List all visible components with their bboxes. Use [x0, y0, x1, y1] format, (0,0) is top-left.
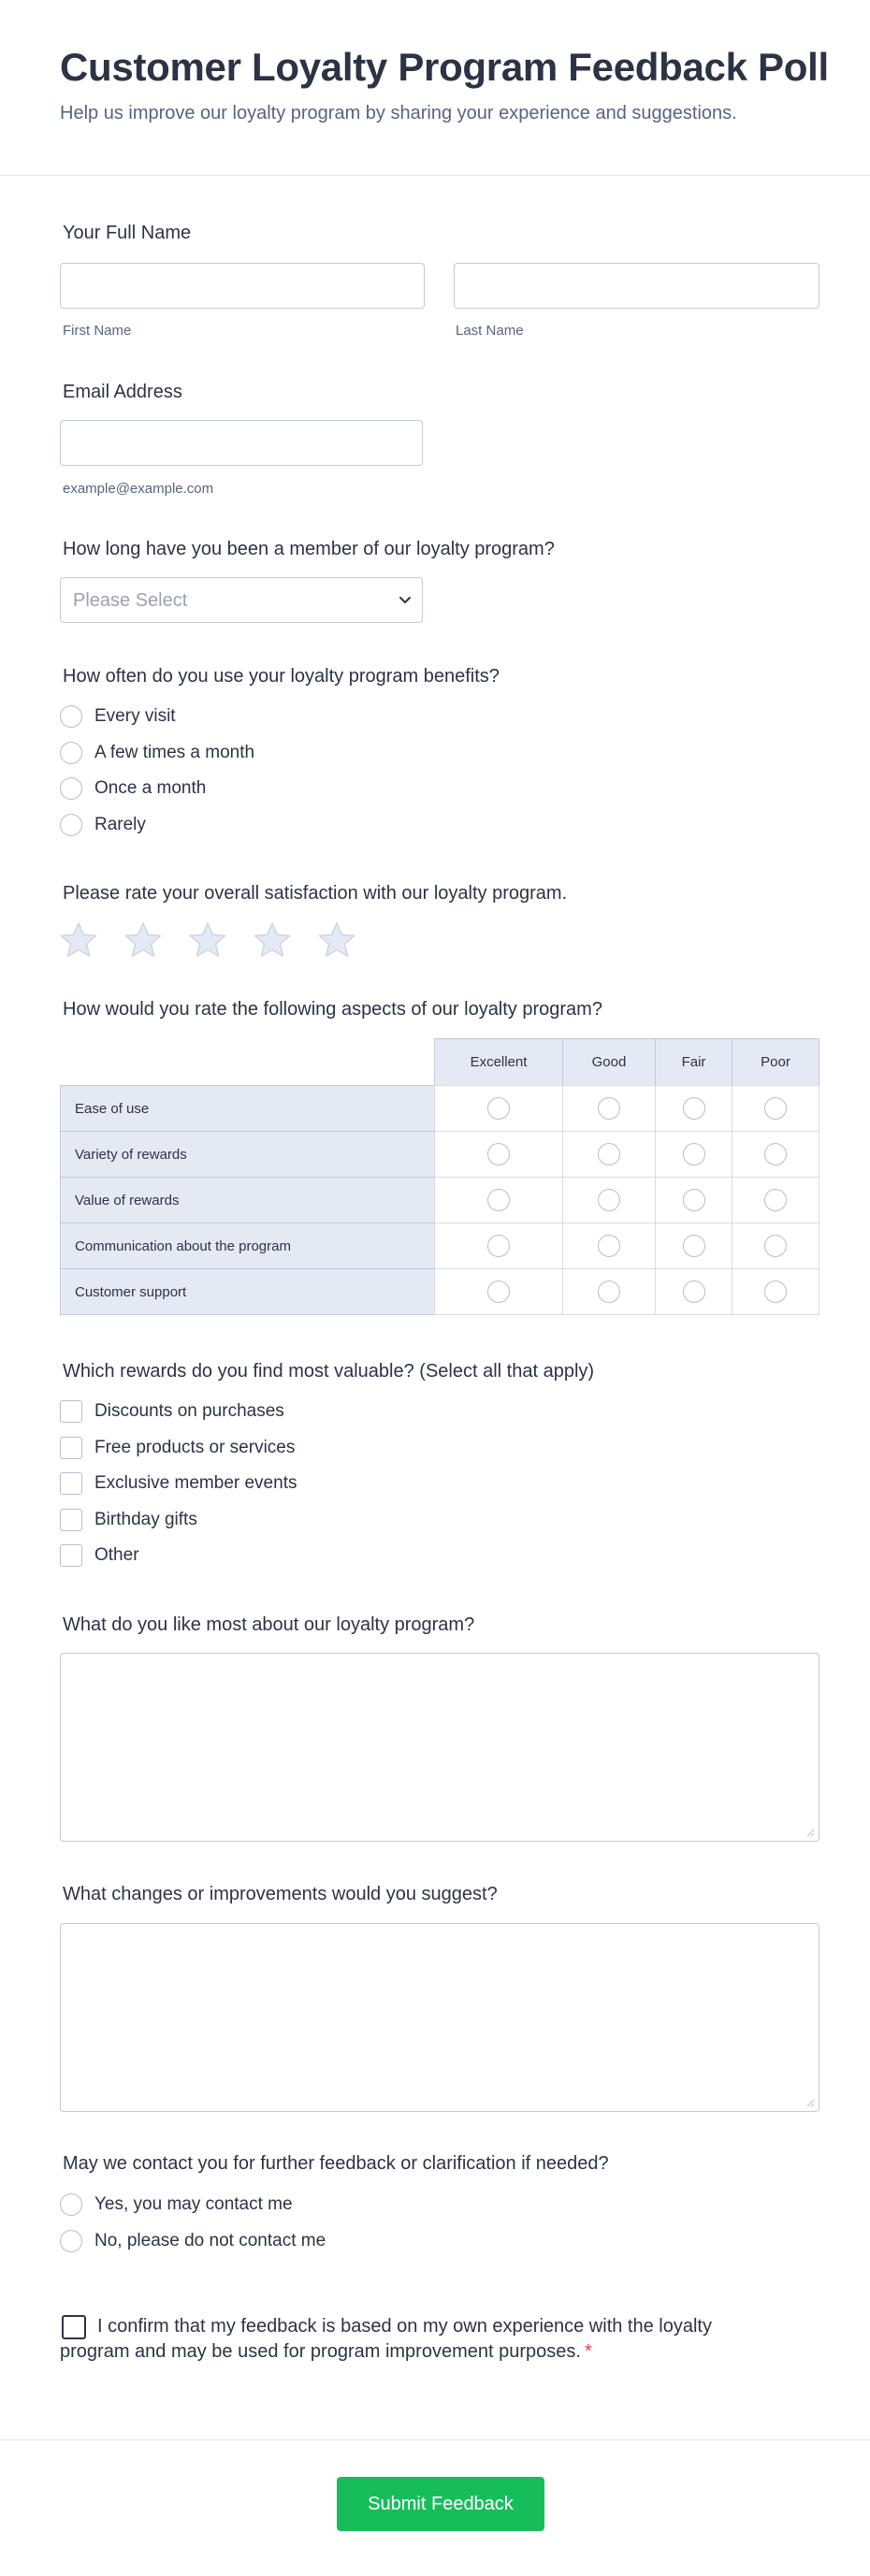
contact-option-label: Yes, you may contact me: [94, 2194, 293, 2214]
rewards-label: Which rewards do you find most valuable? (Select all that apply): [63, 1361, 595, 1382]
confirm-checkbox[interactable]: [62, 2315, 86, 2339]
usage-option-label: Rarely: [94, 815, 146, 834]
matrix-cell[interactable]: [562, 1268, 656, 1315]
radio-button[interactable]: [683, 1281, 705, 1303]
resize-handle-icon[interactable]: [805, 1828, 815, 1837]
likes-label: What do you like most about our loyalty program?: [63, 1614, 475, 1635]
rewards-option-label: Other: [94, 1545, 139, 1565]
submit-button[interactable]: Submit Feedback: [337, 2477, 544, 2531]
form-header: [0, 0, 870, 176]
matrix-cell[interactable]: [434, 1085, 563, 1132]
matrix-cell[interactable]: [655, 1131, 732, 1178]
page-subtitle: Help us improve our loyalty program by sharing your experience and suggestions.: [60, 103, 737, 123]
radio-button[interactable]: [764, 1097, 787, 1120]
matrix-cell[interactable]: [562, 1223, 656, 1269]
matrix-row-label: Variety of rewards: [60, 1131, 435, 1178]
radio-button[interactable]: [487, 1097, 510, 1120]
radio-button[interactable]: [683, 1235, 705, 1257]
radio-button[interactable]: [487, 1235, 510, 1257]
matrix-row-label: Customer support: [60, 1268, 435, 1315]
rating-matrix: [60, 1038, 819, 1319]
checkbox[interactable]: [60, 1509, 82, 1531]
email-label: Email Address: [63, 382, 182, 402]
matrix-row-label: Ease of use: [60, 1085, 435, 1132]
matrix-cell[interactable]: [732, 1177, 819, 1223]
matrix-cell[interactable]: [655, 1177, 732, 1223]
usage-option-label: Once a month: [94, 778, 207, 798]
usage-option-label: Every visit: [94, 706, 176, 726]
radio-button[interactable]: [60, 2230, 82, 2252]
email-input[interactable]: [60, 420, 423, 466]
improvements-label: What changes or improvements would you suggest?: [63, 1884, 498, 1904]
matrix-cell[interactable]: [732, 1085, 819, 1132]
matrix-column-header: Good: [562, 1038, 656, 1086]
matrix-cell[interactable]: [732, 1223, 819, 1269]
membership-select-placeholder: Please Select: [73, 590, 188, 611]
contact-label: May we contact you for further feedback or clarification if needed?: [63, 2153, 609, 2174]
radio-button[interactable]: [764, 1281, 787, 1303]
checkbox[interactable]: [60, 1400, 82, 1423]
matrix-cell[interactable]: [655, 1223, 732, 1269]
last-name-input[interactable]: [454, 263, 819, 309]
chevron-down-icon: [398, 592, 413, 607]
radio-button[interactable]: [764, 1189, 787, 1211]
star-rating-1-icon[interactable]: [59, 920, 98, 960]
radio-button[interactable]: [598, 1281, 620, 1303]
matrix-column-header: Excellent: [434, 1038, 563, 1086]
matrix-cell[interactable]: [434, 1131, 563, 1178]
radio-button[interactable]: [683, 1097, 705, 1120]
radio-button[interactable]: [764, 1235, 787, 1257]
usage-label: How often do you use your loyalty program benefits?: [63, 666, 500, 687]
matrix-cell[interactable]: [732, 1268, 819, 1315]
matrix-row-label: Communication about the program: [60, 1223, 435, 1269]
matrix-label: How would you rate the following aspects of our loyalty program?: [63, 999, 602, 1020]
matrix-cell[interactable]: [732, 1131, 819, 1178]
confirm-statement: [60, 2314, 733, 2365]
required-marker: *: [584, 2341, 592, 2362]
contact-option-label: No, please do not contact me: [94, 2231, 326, 2250]
star-rating-5-icon[interactable]: [317, 920, 356, 960]
radio-button[interactable]: [60, 2193, 82, 2216]
matrix-cell[interactable]: [434, 1268, 563, 1315]
matrix-cell[interactable]: [655, 1085, 732, 1132]
page-title: Customer Loyalty Program Feedback Poll: [60, 45, 829, 89]
improvements-textarea[interactable]: [60, 1923, 819, 2112]
radio-button[interactable]: [60, 705, 82, 728]
star-rating-2-icon[interactable]: [123, 920, 163, 960]
rewards-option-label: Discounts on purchases: [94, 1401, 284, 1421]
radio-button[interactable]: [683, 1189, 705, 1211]
first-name-sublabel: First Name: [63, 323, 132, 339]
radio-button[interactable]: [60, 742, 82, 764]
radio-button[interactable]: [598, 1097, 620, 1120]
radio-button[interactable]: [487, 1143, 510, 1165]
star-rating-4-icon[interactable]: [253, 920, 292, 960]
matrix-column-header: Poor: [732, 1038, 819, 1086]
star-rating-3-icon[interactable]: [188, 920, 227, 960]
matrix-cell[interactable]: [655, 1268, 732, 1315]
radio-button[interactable]: [60, 777, 82, 800]
radio-button[interactable]: [683, 1143, 705, 1165]
radio-button[interactable]: [598, 1189, 620, 1211]
radio-button[interactable]: [598, 1235, 620, 1257]
radio-button[interactable]: [60, 814, 82, 836]
matrix-cell[interactable]: [562, 1085, 656, 1132]
rewards-option-label: Exclusive member events: [94, 1473, 297, 1493]
checkbox[interactable]: [60, 1544, 82, 1567]
satisfaction-label: Please rate your overall satisfaction with our loyalty program.: [63, 883, 568, 904]
membership-label: How long have you been a member of our loyalty program?: [63, 539, 555, 559]
usage-option-label: A few times a month: [94, 743, 255, 762]
membership-select[interactable]: [60, 577, 423, 623]
likes-textarea[interactable]: [60, 1653, 819, 1842]
first-name-input[interactable]: [60, 263, 425, 309]
radio-button[interactable]: [764, 1143, 787, 1165]
email-sublabel: example@example.com: [63, 481, 214, 497]
radio-button[interactable]: [598, 1143, 620, 1165]
radio-button[interactable]: [487, 1189, 510, 1211]
footer-divider: [0, 2439, 870, 2440]
confirm-text: I confirm that my feedback is based on my own experience with the loyalty program and may be used for program improvement purposes.: [60, 2316, 712, 2362]
full-name-label: Your Full Name: [63, 223, 192, 243]
checkbox[interactable]: [60, 1472, 82, 1495]
rewards-option-label: Free products or services: [94, 1438, 296, 1457]
last-name-sublabel: Last Name: [456, 323, 524, 339]
rewards-option-label: Birthday gifts: [94, 1510, 197, 1529]
radio-button[interactable]: [487, 1281, 510, 1303]
checkbox[interactable]: [60, 1437, 82, 1459]
matrix-cell[interactable]: [434, 1177, 563, 1223]
resize-handle-icon[interactable]: [805, 2098, 815, 2107]
matrix-cell[interactable]: [562, 1131, 656, 1178]
matrix-cell[interactable]: [562, 1177, 656, 1223]
matrix-row-label: Value of rewards: [60, 1177, 435, 1223]
matrix-cell[interactable]: [434, 1223, 563, 1269]
matrix-column-header: Fair: [655, 1038, 732, 1086]
